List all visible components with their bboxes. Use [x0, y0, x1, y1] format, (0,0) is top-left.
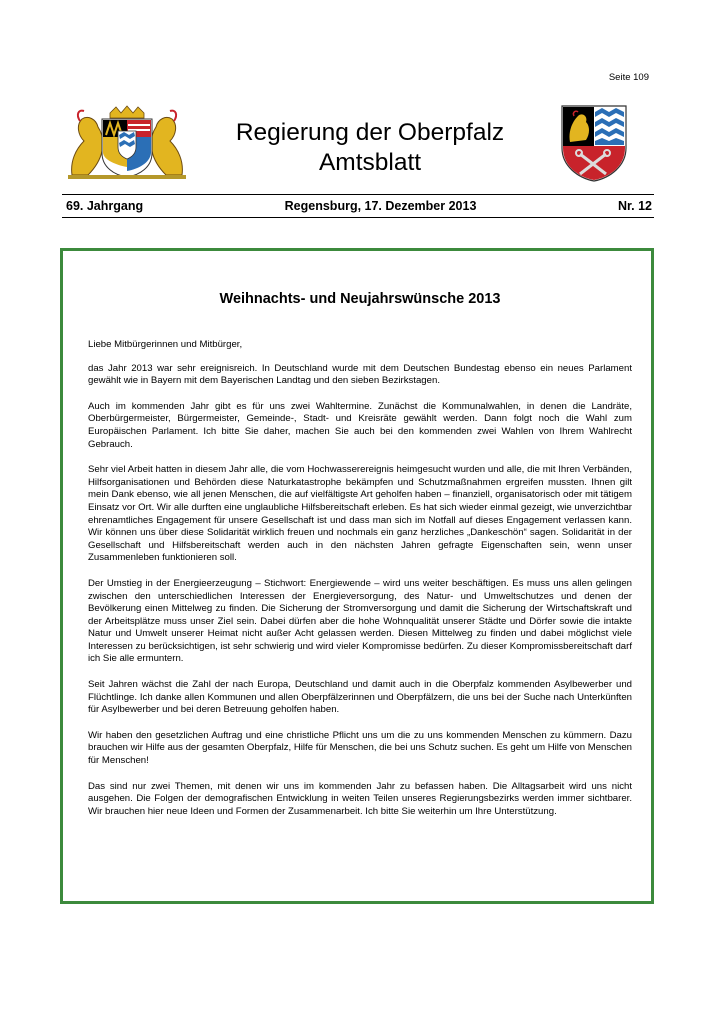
header-rule-bottom [62, 217, 654, 218]
title-line-1: Regierung der Oberpfalz [235, 119, 505, 146]
oberpfalz-coat-of-arms-icon [560, 104, 628, 182]
title-line-2: Amtsblatt [318, 149, 422, 176]
paragraph: das Jahr 2013 war sehr ereignisreich. In Deutschland wurde mit dem Deutschen Bundestag ebenso ein neues Parlament gewählt wie in Bayern mit dem Bayerischen Landtag und den sieben Bezirkstagen. [88, 362, 632, 387]
header-rule-top [62, 194, 654, 195]
bavaria-coat-of-arms-icon [66, 105, 188, 179]
publication-title [190, 118, 550, 178]
volume: 69. Jahrgang [66, 199, 144, 213]
issue-info-row [66, 199, 652, 213]
page-number: Seite 109 [608, 72, 649, 83]
paragraph: Seit Jahren wächst die Zahl der nach Europa, Deutschland und damit auch in die Oberpfalz kommenden Asylbewerber und Flüchtlinge. Ich danke allen Kommunen und allen Oberpfälzerinnen und Oberpfälzern, die uns bei der Suche nach Unterkünften für Asylbewerber und bei deren Betreuung geholfen haben. [88, 679, 632, 716]
paragraph: Der Umstieg in der Energieerzeugung – Stichwort: Energiewende – wird uns weiter beschäftigen. Es muss uns allen gelingen zwischen den unterschiedlichen Interessen der Energieversorgung, des Natur- und Umweltschutzes und denen der Bevölkerung einen Mittelweg zu finden. Die Sicherung der Stromversorgung und damit die Sicherung der Wirtschaftskraft und der Arbeitsplätze muss unser Ziel sein. Dabei dürfen aber die hohe Wohnqualität unserer Städte und Dörfer sowie die intakte Natur und Umwelt unserer Heimat nicht außer Acht gelassen werden. Diesen Mittelweg zu finden und dabei möglichst viele Interessen zu berücksichtigen, ist sehr schwierig und wird vieler Kompromisse bedürfen. Zu dieser Kompromissbereitschaft darf ich Sie alle ermuntern. [88, 577, 632, 665]
paragraph: Auch im kommenden Jahr gibt es für uns zwei Wahltermine. Zunächst die Kommunalwahlen, in denen die Landräte, Oberbürgermeister, Bürgermeister, Gemeinde-, Stadt- und Kreisräte gewählt werden. Dann folgt noch die Wahl zum Europäischen Parlament. Ich bitte Sie daher, machen Sie auch bei den kommenden zwei Wahlen von Ihrem Wahlrecht Gebrauch. [88, 400, 632, 450]
salutation: Liebe Mitbürgerinnen und Mitbürger, [88, 339, 243, 350]
paragraph: Sehr viel Arbeit hatten in diesem Jahr alle, die vom Hochwasserereignis heimgesucht wurden und alle, die mit Ihren Verbänden, Hilfsorganisationen und Behörden diese Naturkatastrophe bekämpfen und Schutzmaßnahmen ergreifen mussten. Ihnen gilt mein Dank ebenso, wie all jenen Menschen, die auf vielfältigste Art geholfen haben – finanziell, organisatorisch oder mit tätigem Einsatz vor Ort. Wir alle durften eine unglaubliche Hilfsbereitschaft erleben. Es hat sich wieder einmal gezeigt, wie unverzichtbar ehrenamtliches Engagement für unsere Gesellschaft ist und dass man sich im Notfall auf dieses Engagement verlassen kann. Wir können uns über diese Solidarität wirklich freuen und nochmals ein ganz herzliches „Dankeschön“ sagen. Solidarität in der Gesellschaft und Hilfsbereitschaft werden auch in den nächsten Jahren gefragte Eigenschaften sein, wenn unser Zusammenleben funktionieren soll. [88, 464, 632, 564]
paragraph: Wir haben den gesetzlichen Auftrag und eine christliche Pflicht uns um die zu uns kommenden Menschen zu kümmern. Dazu brauchen wir Hilfe aus der gesamten Oberpfalz, Hilfe für Menschen, die bei uns Schutz suchen. Es geht um Hilfe von Menschen für Menschen! [88, 729, 632, 767]
article-body [88, 290, 632, 831]
issue-number: Nr. 12 [617, 199, 652, 213]
place-date: Regensburg, 17. Dezember 2013 [284, 199, 477, 213]
article-heading: Weihnachts- und Neujahrswünsche 2013 [219, 291, 501, 307]
paragraph: Das sind nur zwei Themen, mit denen wir uns im kommenden Jahr zu befassen haben. Die Alltagsarbeit wird uns nicht ausgehen. Die Folgen der demografischen Entwicklung in weiten Teilen unseres Regierungsbezirks werden immer sichtbarer. Wir brauchen hier neue Ideen und Formen der Zusammenarbeit. Ich bitte Sie weiterhin um Ihre Unterstützung. [88, 780, 632, 817]
